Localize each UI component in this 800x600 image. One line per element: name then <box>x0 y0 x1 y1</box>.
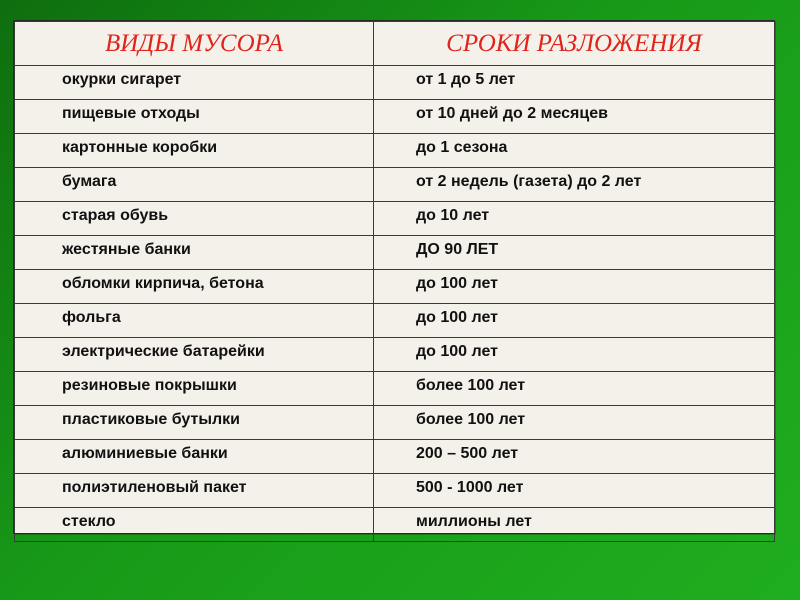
waste-type-cell <box>15 134 374 168</box>
decomposition-time-cell <box>374 440 775 474</box>
waste-type-text: обломки кирпича, бетона <box>62 275 264 292</box>
table-row <box>15 168 775 202</box>
table-row <box>15 100 775 134</box>
table-row <box>15 202 775 236</box>
decomposition-time-cell <box>374 338 775 372</box>
decomposition-time-cell <box>374 508 775 542</box>
waste-type-cell <box>15 508 374 542</box>
decomposition-time-text: от 10 дней до 2 месяцев <box>416 105 608 122</box>
waste-type-text: электрические батарейки <box>62 343 265 360</box>
decomposition-time-text: до 100 лет <box>416 309 498 326</box>
decomposition-time-text: ДО 90 ЛЕТ <box>416 241 499 258</box>
waste-type-cell <box>15 304 374 338</box>
table-header-row <box>15 22 775 66</box>
waste-type-text: окурки сигарет <box>62 71 182 88</box>
header-decomposition-time: СРОКИ РАЗЛОЖЕНИЯ <box>374 22 775 66</box>
waste-type-cell <box>15 236 374 270</box>
table-row <box>15 270 775 304</box>
table-row <box>15 236 775 270</box>
decomposition-time-cell <box>374 202 775 236</box>
waste-type-text: жестяные банки <box>62 241 191 258</box>
waste-type-cell <box>15 202 374 236</box>
table-row <box>15 338 775 372</box>
decomposition-time-text: до 100 лет <box>416 343 498 360</box>
waste-type-text: резиновые покрышки <box>62 377 237 394</box>
table-row <box>15 508 775 542</box>
decomposition-table <box>14 21 775 542</box>
decomposition-time-text: 200 – 500 лет <box>416 445 519 462</box>
waste-type-cell <box>15 372 374 406</box>
waste-type-text: фольга <box>62 309 121 326</box>
decomposition-time-text: до 100 лет <box>416 275 498 292</box>
decomposition-time-cell <box>374 270 775 304</box>
waste-type-cell <box>15 406 374 440</box>
waste-type-text: картонные коробки <box>62 139 218 156</box>
decomposition-time-cell <box>374 372 775 406</box>
header-waste-type: ВИДЫ МУСОРА <box>15 22 374 66</box>
table-row <box>15 406 775 440</box>
table-row <box>15 372 775 406</box>
decomposition-time-text: более 100 лет <box>416 377 526 394</box>
waste-type-text: пищевые отходы <box>62 105 200 122</box>
waste-type-text: алюминиевые банки <box>62 445 228 462</box>
table-row <box>15 474 775 508</box>
waste-type-cell <box>15 474 374 508</box>
table-row <box>15 304 775 338</box>
decomposition-time-cell <box>374 66 775 100</box>
decomposition-time-cell <box>374 304 775 338</box>
table-row <box>15 440 775 474</box>
decomposition-table-card <box>13 20 775 534</box>
decomposition-time-text: 500 - 1000 лет <box>416 479 524 496</box>
waste-type-text: старая обувь <box>62 207 169 224</box>
decomposition-time-cell <box>374 236 775 270</box>
decomposition-time-text: до 10 лет <box>416 207 490 224</box>
decomposition-time-text: до 1 сезона <box>416 139 508 156</box>
waste-type-cell <box>15 100 374 134</box>
waste-type-cell <box>15 338 374 372</box>
waste-type-text: полиэтиленовый пакет <box>62 479 247 496</box>
waste-type-cell <box>15 270 374 304</box>
waste-type-cell <box>15 440 374 474</box>
waste-type-cell <box>15 66 374 100</box>
decomposition-time-text: миллионы лет <box>416 513 532 530</box>
decomposition-time-text: от 2 недель (газета) до 2 лет <box>416 173 642 190</box>
table-row <box>15 66 775 100</box>
decomposition-time-cell <box>374 100 775 134</box>
waste-type-text: бумага <box>62 173 117 190</box>
table-row <box>15 134 775 168</box>
decomposition-time-cell <box>374 134 775 168</box>
decomposition-time-text: от 1 до 5 лет <box>416 71 516 88</box>
decomposition-time-cell <box>374 168 775 202</box>
decomposition-time-cell <box>374 406 775 440</box>
waste-type-cell <box>15 168 374 202</box>
waste-type-text: пластиковые бутылки <box>62 411 240 428</box>
decomposition-time-cell <box>374 474 775 508</box>
waste-type-text: стекло <box>62 513 116 530</box>
decomposition-time-text: более 100 лет <box>416 411 526 428</box>
